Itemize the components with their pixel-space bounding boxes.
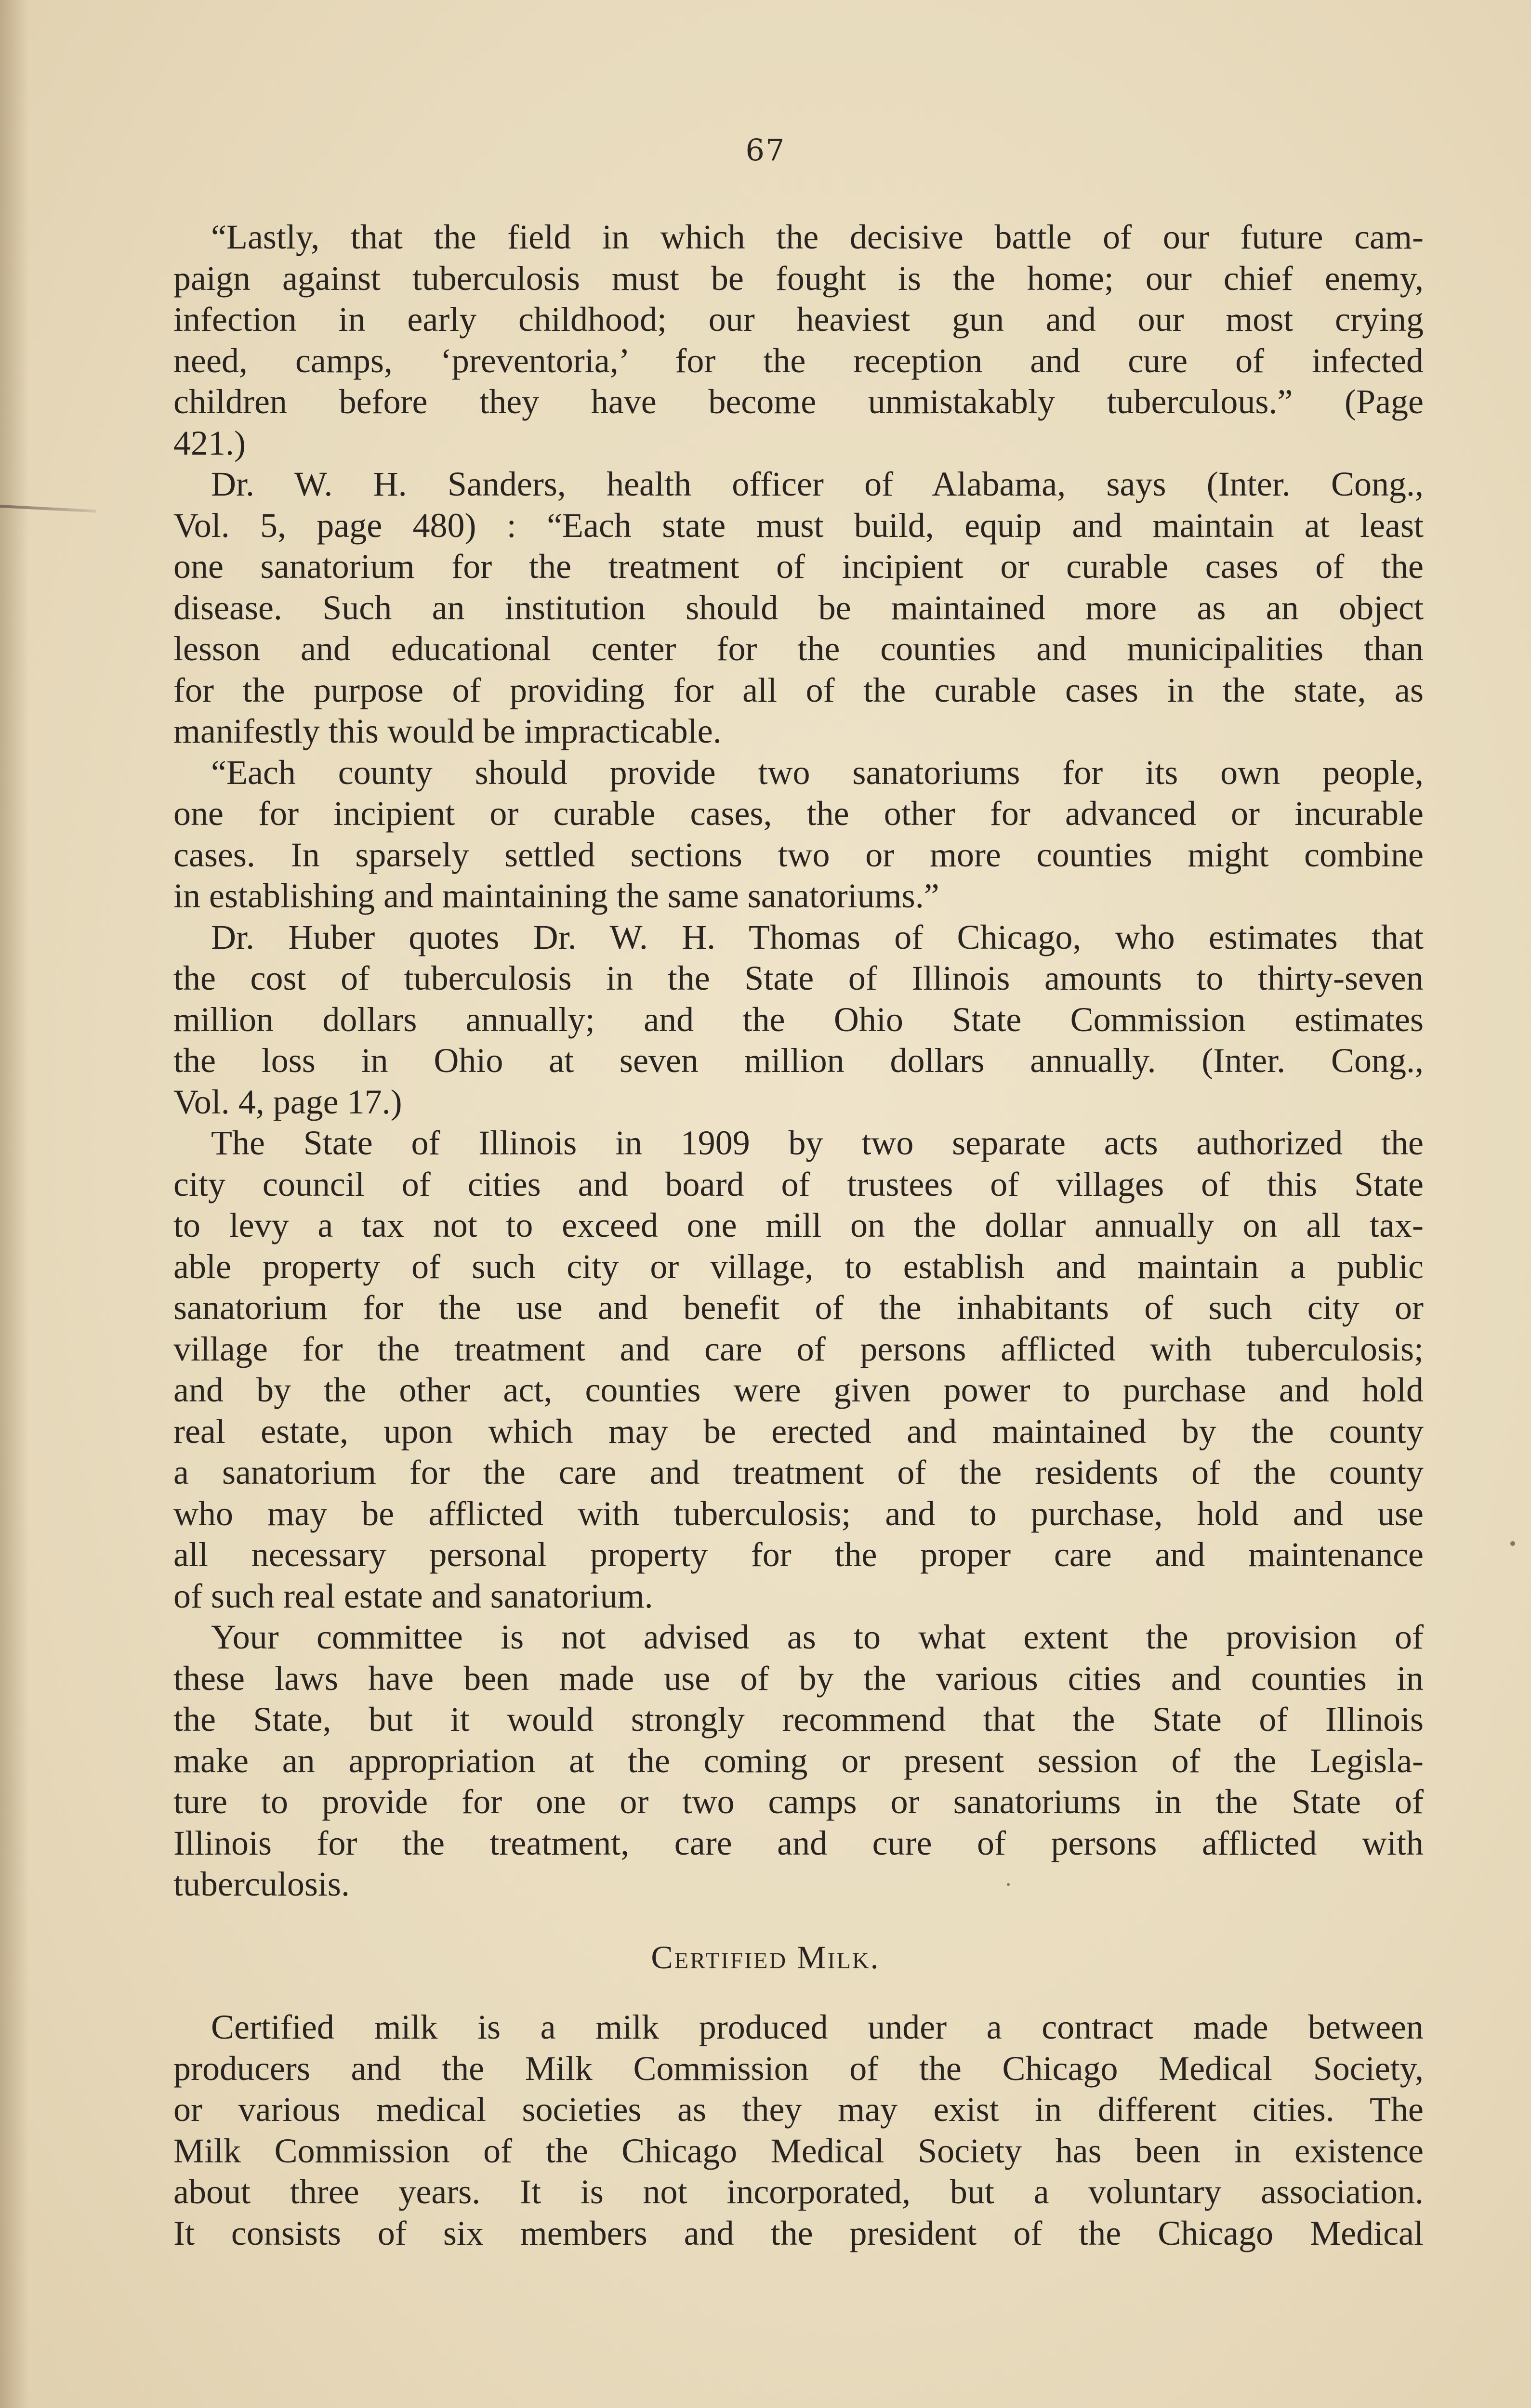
- text-line: Vol. 5, page 480) : “Each state must build, equip and maintain at least: [173, 506, 1424, 545]
- text-line: “Lastly, that the field in which the decisive battle of our future cam-: [211, 218, 1424, 256]
- text-line: real estate, upon which may be erected and maintained by the county: [173, 1412, 1424, 1451]
- text-line: to levy a tax not to exceed one mill on the dollar annually on all tax-: [173, 1206, 1424, 1244]
- text-line: make an appropriation at the coming or present session of the Legisla-: [173, 1741, 1424, 1780]
- paper-speck: [1510, 1541, 1515, 1546]
- text-line: paign against tuberculosis must be fought is the home; our chief enemy,: [173, 259, 1424, 298]
- section-heading: Certified Milk.: [651, 1939, 880, 1976]
- spine-shadow: [0, 0, 29, 2408]
- paper-speck: [1007, 1883, 1010, 1886]
- text-line: ture to provide for one or two camps or sanatoriums in the State of: [173, 1782, 1424, 1821]
- text-line: Dr. W. H. Sanders, health officer of Alabama, says (Inter. Cong.,: [211, 465, 1424, 503]
- text-line: children before they have become unmistakably tuberculous.” (Page: [173, 382, 1424, 421]
- text-line: “Each county should provide two sanatoriums for its own people,: [211, 753, 1424, 792]
- section-body-text: [173, 2007, 1424, 2254]
- text-line: Your committee is not advised as to what extent the provision of: [211, 1618, 1424, 1656]
- text-line: disease. Such an institution should be maintained more as an object: [173, 588, 1424, 627]
- text-line: the loss in Ohio at seven million dollars annually. (Inter. Cong.,: [173, 1041, 1424, 1080]
- text-line: one sanatorium for the treatment of incipient or curable cases of the: [173, 547, 1424, 586]
- text-line: city council of cities and board of trustees of villages of this State: [173, 1165, 1424, 1204]
- text-line: lesson and educational center for the counties and municipalities than: [173, 629, 1424, 668]
- text-line: village for the treatment and care of persons afflicted with tuberculosis;: [173, 1329, 1424, 1368]
- text-line: or various medical societies as they may exist in different cities. The: [173, 2090, 1424, 2129]
- text-line: manifestly this would be impracticable.: [173, 712, 722, 750]
- text-line: producers and the Milk Commission of the Chicago Medical Society,: [173, 2049, 1424, 2088]
- text-line: The State of Illinois in 1909 by two separate acts authorized the: [211, 1124, 1424, 1162]
- text-line: Illinois for the treatment, care and cure of persons afflicted with: [173, 1823, 1424, 1862]
- text-line: the State, but it would strongly recommend that the State of Illinois: [173, 1700, 1424, 1739]
- text-line: for the purpose of providing for all of the curable cases in the state, as: [173, 670, 1424, 709]
- text-line: Dr. Huber quotes Dr. W. H. Thomas of Chicago, who estimates that: [211, 917, 1424, 956]
- text-line: a sanatorium for the care and treatment of the residents of the county: [173, 1453, 1424, 1492]
- text-line: in establishing and maintaining the same sanatoriums.”: [173, 877, 939, 915]
- text-line: It consists of six members and the president of the Chicago Medical: [173, 2213, 1424, 2252]
- body-text: [173, 217, 1424, 1905]
- text-line: all necessary personal property for the proper care and maintenance: [173, 1535, 1424, 1574]
- text-line: of such real estate and sanatorium.: [173, 1576, 653, 1615]
- text-line: tuberculosis.: [173, 1865, 350, 1903]
- text-line: sanatorium for the use and benefit of the inhabitants of such city or: [173, 1288, 1424, 1327]
- paper-stain: [930, 2403, 990, 2408]
- text-line: infection in early childhood; our heaviest gun and our most crying: [173, 300, 1424, 339]
- page-number: 67: [745, 132, 786, 168]
- text-line: Vol. 4, page 17.): [173, 1082, 402, 1121]
- text-line: need, camps, ‘preventoria,’ for the reception and cure of infected: [173, 341, 1424, 380]
- text-line: Certified milk is a milk produced under a contract made between: [211, 2008, 1424, 2046]
- text-line: Milk Commission of the Chicago Medical Society has been in existence: [173, 2131, 1424, 2170]
- text-line: 421.): [173, 423, 246, 462]
- text-line: the cost of tuberculosis in the State of Illinois amounts to thirty-seven: [173, 959, 1424, 997]
- text-line: who may be afflicted with tuberculosis; and to purchase, hold and use: [173, 1494, 1424, 1533]
- text-line: and by the other act, counties were given power to purchase and hold: [173, 1371, 1424, 1409]
- text-line: cases. In sparsely settled sections two or more counties might combine: [173, 835, 1424, 874]
- text-line: about three years. It is not incorporated, but a voluntary association.: [173, 2172, 1424, 2211]
- text-line: able property of such city or village, to establish and maintain a public: [173, 1247, 1424, 1286]
- text-line: these laws have been made use of by the various cities and counties in: [173, 1659, 1424, 1698]
- text-line: million dollars annually; and the Ohio State Commission estimates: [173, 1000, 1424, 1039]
- text-line: one for incipient or curable cases, the other for advanced or incurable: [173, 794, 1424, 833]
